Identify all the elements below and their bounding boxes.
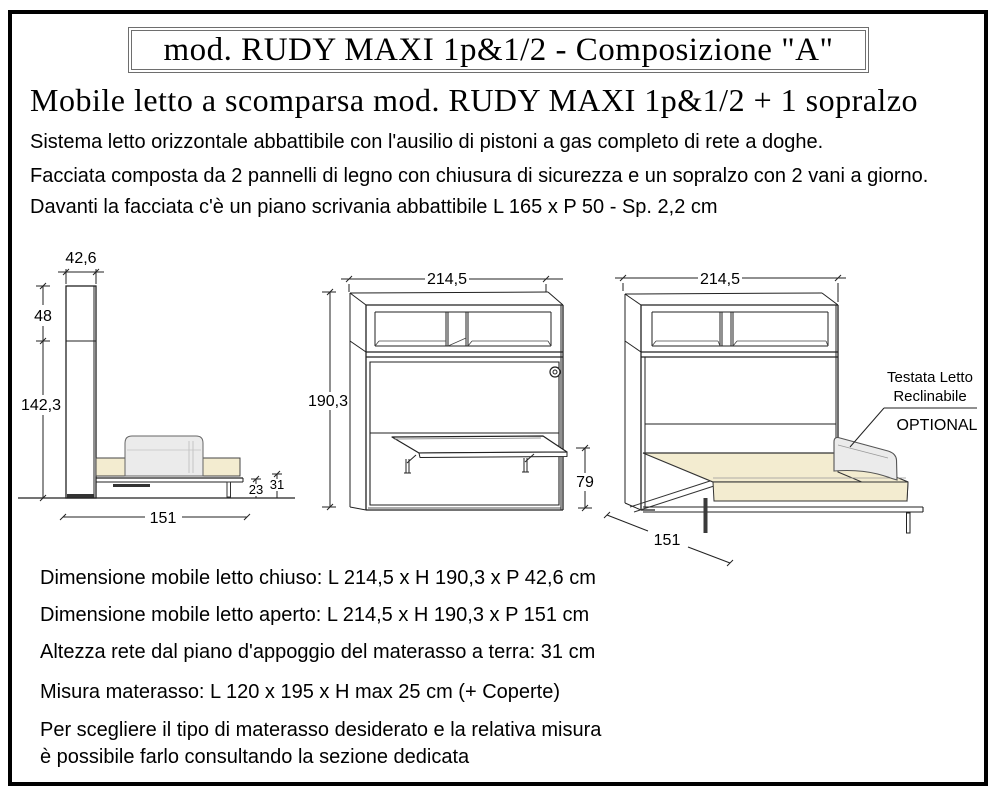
product-heading: Mobile letto a scomparsa mod. RUDY MAXI 1p&1/2 + 1 sopralzo — [30, 82, 919, 118]
lock-icon — [550, 367, 560, 377]
dim-desk-height-label: 79 — [576, 474, 594, 491]
page-title: mod. RUDY MAXI 1p&1/2 - Composizione "A" — [163, 31, 834, 68]
sopralzo-compartments — [375, 312, 551, 346]
spec-line-note-2: è possibile farlo consultando la sezione dedicata — [40, 746, 470, 768]
front-open-drawing — [602, 240, 1000, 570]
open-bed — [630, 438, 923, 534]
cabinet-base — [67, 494, 94, 498]
spec-line-open-size: Dimensione mobile letto aperto: L 214,5 x H 190,3 x P 151 cm — [40, 604, 590, 626]
side-view-cabinet — [66, 286, 96, 498]
title-box — [128, 27, 869, 73]
headboard-label-line2: Reclinabile — [893, 388, 967, 405]
bed-leg — [227, 482, 231, 497]
side-view-drawing — [10, 235, 310, 535]
dim-width-label: 214,5 — [426, 271, 468, 288]
bed-front-panel — [370, 362, 559, 505]
front-closed-drawing — [300, 240, 610, 560]
spec-line-closed-size: Dimensione mobile letto chiuso: L 214,5 x H 190,3 x P 42,6 cm — [40, 567, 596, 589]
dim-frame-height-label: 23 — [248, 482, 264, 497]
desk — [392, 436, 567, 458]
under-bed-handle — [113, 484, 150, 487]
dim-body-height — [36, 341, 50, 501]
dim-depth-open-label: 151 — [149, 510, 177, 527]
mattress-front-face — [713, 482, 908, 501]
dim-depth-closed — [58, 269, 104, 284]
front-closed-cabinet — [350, 292, 563, 510]
dim-height-label: 190,3 — [307, 393, 349, 410]
dim-body-height-label: 142,3 — [20, 397, 62, 414]
bed-leg-right — [907, 513, 911, 533]
dim-depth-closed-label: 42,6 — [65, 250, 97, 267]
headboard-side — [125, 436, 203, 476]
dim-bed-height-label: 31 — [269, 477, 285, 492]
sopralzo-compartments-open — [652, 312, 828, 346]
spec-line-mattress: Misura materasso: L 120 x 195 x H max 25 cm (+ Coperte) — [40, 681, 561, 703]
spec-line-note-1: Per scegliere il tipo di materasso desiderato e la relativa misura — [40, 719, 602, 741]
optional-label: OPTIONAL — [896, 417, 978, 434]
dim-depth-open-view-label: 151 — [653, 532, 681, 549]
bed-leg-center — [704, 498, 708, 533]
dim-width-open-label: 214,5 — [699, 271, 741, 288]
headboard-label-line1: Testata Letto — [887, 369, 973, 386]
description-line: Sistema letto orizzontale abbattibile con l'ausilio di pistoni a gas completo di rete a doghe. — [30, 131, 824, 153]
side-view-bed — [96, 436, 243, 497]
description-line: Facciata composta da 2 pannelli di legno con chiusura di sicurezza e un sopralzo con 2 vani a giorno. — [30, 165, 929, 187]
title-box-inner-border — [131, 30, 866, 70]
description-line: Davanti la facciata c'è un piano scrivania abbattibile L 165 x P 50 - Sp. 2,2 cm — [30, 196, 718, 218]
spec-line-bed-height: Altezza rete dal piano d'appoggio del materasso a terra: 31 cm — [40, 641, 596, 663]
dim-sopralzo-height-label: 48 — [34, 308, 52, 325]
